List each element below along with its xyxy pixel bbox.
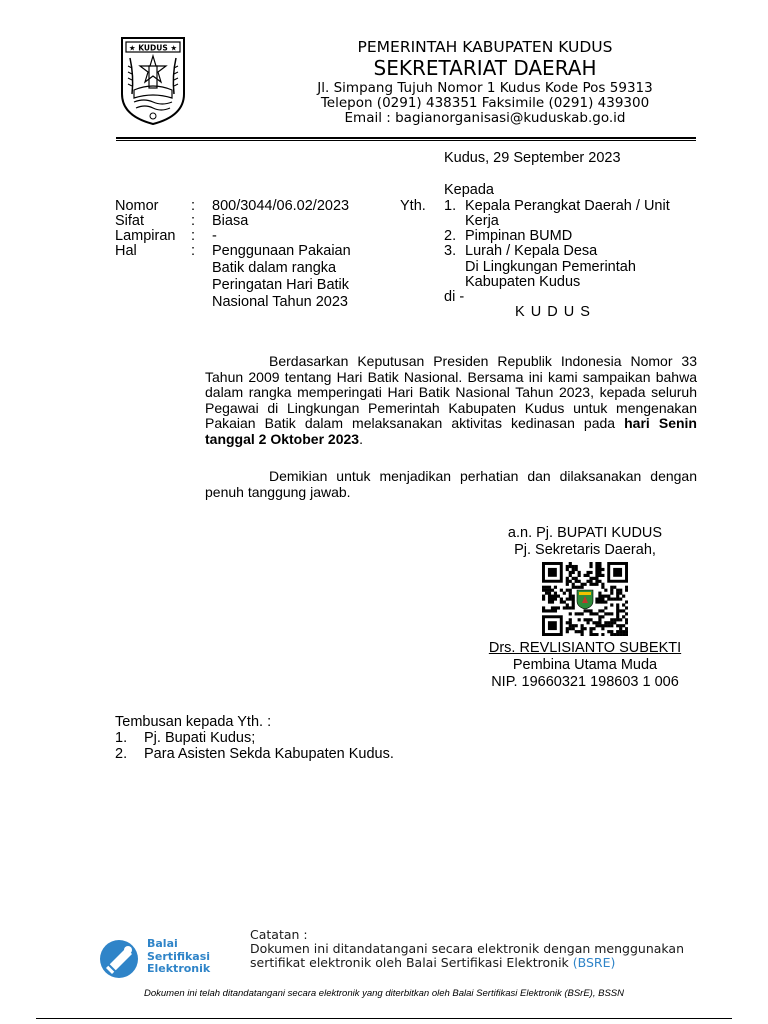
meta-hal-line: Nasional Tahun 2023 <box>212 294 348 310</box>
bsre-link[interactable]: (BSRE) <box>572 955 616 970</box>
meta-hal-line: Peringatan Hari Batik <box>212 277 350 293</box>
signature-line-1: a.n. Pj. BUPATI KUDUS <box>507 525 663 541</box>
letterhead-phone: Telepon (0291) 438351 Faksimile (0291) 439300 <box>320 95 650 111</box>
place-date: Kudus, 29 September 2023 <box>444 150 621 166</box>
bsre-logo-line: Balai <box>147 937 178 950</box>
meta-lampiran-label: Lampiran <box>115 228 176 244</box>
body-paragraph-1-bold: hari Senin tanggal 2 Oktober 2023 <box>205 415 697 447</box>
recipient-yth: Yth. <box>400 198 426 214</box>
cc-item-1-text: Pj. Bupati Kudus; <box>144 730 256 746</box>
meta-colon: : <box>191 228 196 244</box>
signatory-rank: Pembina Utama Muda <box>512 657 658 673</box>
cc-item-1-num: 1. <box>115 730 128 746</box>
bsre-logo <box>98 938 228 980</box>
meta-lampiran <box>115 228 395 244</box>
regency-emblem <box>120 36 186 126</box>
meta-sifat-value: Biasa <box>212 213 249 229</box>
recipient-city: K U D U S <box>515 304 591 320</box>
meta-nomor <box>115 198 395 214</box>
body-paragraph-2: Demikian untuk menjadikan perhatian dan dilaksanakan dengan penuh tanggung jawab. <box>205 468 697 500</box>
body-paragraph-1 <box>205 354 697 448</box>
body-paragraph-1-end: . <box>359 430 363 447</box>
bsre-emblem-icon <box>98 938 142 980</box>
footer-catatan: Catatan : <box>250 927 308 942</box>
footer-note-line-2 <box>250 956 615 970</box>
meta-hal-value <box>212 243 382 311</box>
meta-hal-line: Batik dalam rangka <box>212 260 337 276</box>
letterhead-rule-thick <box>116 137 696 139</box>
signatory-name: Drs. REVLISIANTO SUBEKTI <box>488 640 682 656</box>
recipient-di: di - <box>444 289 465 305</box>
recipient-item-3-text3: Kabupaten Kudus <box>465 274 581 290</box>
footer-note-text: sertifikat elektronik oleh Balai Sertifikasi Elektronik <box>250 955 573 970</box>
bsre-logo-line: Elektronik <box>147 962 211 975</box>
letterhead-dept: SEKRETARIAT DAERAH <box>373 56 597 80</box>
letterhead-rule-thin <box>116 140 696 141</box>
meta-colon: : <box>191 213 196 229</box>
recipient-item-2-num: 2. <box>444 228 457 244</box>
body-paragraph-1-text: Berdasarkan Keputusan Presiden Republik Indonesia Nomor 33 Tahun 2009 tentang Hari Batik Nasional. Bersama ini kami sampaikan bahwa dalam rangka memperingati Hari Batik Nasional Tahun 2023, kepada seluruh Pegawai di Lingkungan Pemerintah Kabupaten Kudus untuk mengenakan Pakaian Batik dalam melaksanakan aktivitas kedinasan pada <box>205 353 697 432</box>
letterhead-org: PEMERINTAH KABUPATEN KUDUS <box>357 38 613 56</box>
meta-nomor-value: 800/3044/06.02/2023 <box>212 198 350 214</box>
meta-colon: : <box>191 198 196 214</box>
emblem-kudus-text: ★ KUDUS ★ <box>128 43 178 53</box>
meta-hal-line: Penggunaan Pakaian <box>212 243 351 259</box>
recipient-item-2-text: Pimpinan BUMD <box>465 228 573 244</box>
meta-hal <box>115 243 395 310</box>
meta-nomor-label: Nomor <box>115 198 159 214</box>
meta-sifat <box>115 213 395 229</box>
recipient-item-3-text: Lurah / Kepala Desa <box>465 243 598 259</box>
recipient-kepada: Kepada <box>444 182 494 198</box>
footer-note-line-1: Dokumen ini ditandatangani secara elektronik dengan menggunakan <box>250 941 685 956</box>
footer-rule <box>36 1018 732 1019</box>
recipient-item-1-text2: Kerja <box>465 213 499 229</box>
letterhead-email: Email : bagianorganisasi@kuduskab.go.id <box>344 110 626 126</box>
recipient-item-3-num: 3. <box>444 243 457 259</box>
cc-item-2-text: Para Asisten Sekda Kabupaten Kudus. <box>144 746 394 762</box>
meta-hal-label: Hal <box>115 243 137 259</box>
meta-colon: : <box>191 243 196 259</box>
meta-sifat-label: Sifat <box>115 213 145 229</box>
recipient-item-1-text: Kepala Perangkat Daerah / Unit <box>465 198 670 214</box>
footer-signed-statement: Dokumen ini telah ditandatangani secara elektronik yang diterbitkan oleh Balai Sertifikasi Elektronik (BSrE), BSSN <box>144 988 624 999</box>
signatory-nip: NIP. 19660321 198603 1 006 <box>491 674 679 690</box>
letterhead-address: Jl. Simpang Tujuh Nomor 1 Kudus Kode Pos 59313 <box>317 80 653 96</box>
cc-item-2-num: 2. <box>115 746 128 762</box>
signature-qr-code <box>542 562 628 636</box>
meta-lampiran-value: - <box>212 228 217 244</box>
recipient-item-1-num: 1. <box>444 198 457 214</box>
signature-line-2: Pj. Sekretaris Daerah, <box>514 542 656 558</box>
cc-title: Tembusan kepada Yth. : <box>115 714 272 730</box>
bsre-logo-line: Sertifikasi <box>147 949 211 963</box>
recipient-item-3-text2: Di Lingkungan Pemerintah <box>465 259 636 275</box>
